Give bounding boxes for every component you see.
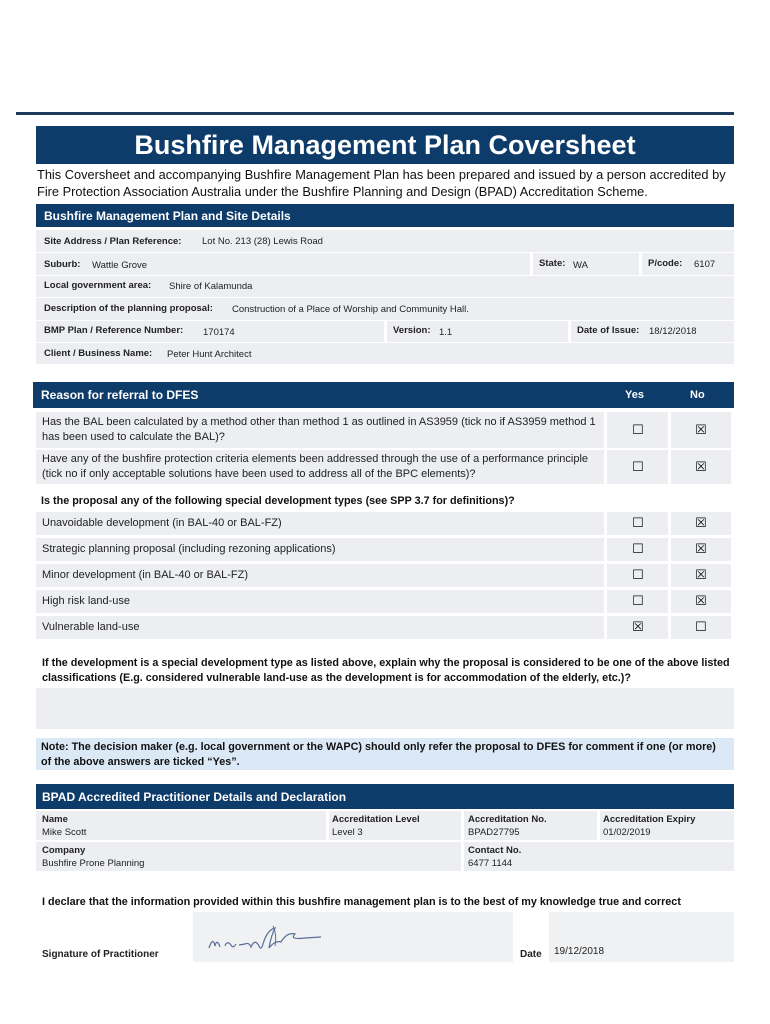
header-rule xyxy=(16,112,734,115)
list-item xyxy=(36,616,604,639)
list-item-no-checkbox[interactable]: ☐ xyxy=(695,619,707,634)
list-item-yes-cell xyxy=(607,590,668,613)
list-item-yes-cell xyxy=(607,564,668,587)
pcode-label: P/code: xyxy=(648,258,683,269)
description-label: Description of the planning proposal: xyxy=(44,303,213,314)
suburb-cell xyxy=(36,253,530,275)
declaration-text: I declare that the information provided within this bushfire management plan is to the best of my knowledge true and correct xyxy=(42,896,681,908)
version-label: Version: xyxy=(393,325,431,336)
state-cell xyxy=(533,253,639,275)
list-item-yes-checkbox[interactable]: ☐ xyxy=(632,567,644,582)
list-item-label: Vulnerable land-use xyxy=(42,621,140,633)
q1-text: Has the BAL been calculated by a method other than method 1 as outlined in AS3959 (tick no if AS3959 method 1 has been used to calculate the BAL)? xyxy=(42,416,596,443)
description-value: Construction of a Place of Worship and Community Hall. xyxy=(232,304,469,315)
list-item-label: Unavoidable development (in BAL-40 or BAL-FZ) xyxy=(42,517,282,529)
list-item xyxy=(36,512,604,535)
name-value: Mike Scott xyxy=(42,827,87,838)
pcode-cell xyxy=(642,253,734,275)
bmp-value: 170174 xyxy=(203,327,235,338)
issue-cell xyxy=(571,321,734,342)
signature-box[interactable] xyxy=(193,912,513,962)
pcode-value: 6107 xyxy=(694,259,716,270)
no-column-header: No xyxy=(690,389,705,401)
bmp-label: BMP Plan / Reference Number: xyxy=(44,325,184,336)
q2-yes-cell xyxy=(607,450,668,484)
company-value: Bushfire Prone Planning xyxy=(42,858,145,869)
list-item xyxy=(36,590,604,613)
list-item-label: Minor development (in BAL-40 or BAL-FZ) xyxy=(42,569,249,581)
client-value: Peter Hunt Architect xyxy=(167,349,252,360)
list-item-yes-checkbox[interactable]: ☐ xyxy=(632,541,644,556)
q1-cell xyxy=(36,412,604,448)
list-item-no-cell xyxy=(671,512,731,535)
level-cell xyxy=(329,811,461,840)
list-item-yes-checkbox[interactable]: ☐ xyxy=(632,593,644,608)
suburb-label: Suburb: xyxy=(44,259,81,270)
list-item-yes-checkbox[interactable]: ☒ xyxy=(632,619,644,634)
list-item-yes-cell xyxy=(607,616,668,639)
q2-cell xyxy=(36,450,604,484)
special-development-question: Is the proposal any of the following special development types (see SPP 3.7 for definitions)? xyxy=(41,495,515,507)
version-value: 1.1 xyxy=(439,327,453,338)
expiry-label: Accreditation Expiry xyxy=(603,814,696,825)
list-item-yes-checkbox[interactable]: ☐ xyxy=(632,515,644,530)
contact-label: Contact No. xyxy=(468,845,522,856)
referral-note: Note: The decision maker (e.g. local government or the WAPC) should only refer the proposal to DFES for comment if one (or more) of the above answers are ticked “Yes”. xyxy=(36,738,734,770)
signature-image xyxy=(205,918,325,958)
list-item-no-checkbox[interactable]: ☒ xyxy=(695,593,707,608)
description-row xyxy=(36,298,734,320)
level-label: Accreditation Level xyxy=(332,814,420,825)
client-label: Client / Business Name: xyxy=(44,348,153,359)
suburb-value: Wattle Grove xyxy=(92,260,148,271)
referral-heading-bar xyxy=(33,382,734,408)
q2-text: Have any of the bushfire protection criteria elements been addressed through the use of a performance principle (tick no if only acceptable solutions have been used to address all of the BPC elements)? xyxy=(42,453,589,480)
state-value: WA xyxy=(573,260,588,271)
signature-label: Signature of Practitioner xyxy=(42,949,159,960)
lga-row xyxy=(36,276,734,297)
bmp-cell xyxy=(36,321,384,342)
q1-no-cell xyxy=(671,412,731,448)
list-item-label: High risk land-use xyxy=(42,595,131,607)
expiry-cell xyxy=(600,811,734,840)
list-item-no-cell xyxy=(671,590,731,613)
address-value: Lot No. 213 (28) Lewis Road xyxy=(202,236,323,247)
list-item xyxy=(36,538,604,561)
bpad-heading: BPAD Accredited Practitioner Details and Declaration xyxy=(36,784,734,809)
q2-no-cell xyxy=(671,450,731,484)
date-box[interactable] xyxy=(549,912,734,962)
q1-yes-checkbox[interactable]: ☐ xyxy=(632,422,644,437)
site-details-heading: Bushfire Management Plan and Site Details xyxy=(36,204,734,227)
explanation-input[interactable] xyxy=(36,688,734,729)
name-label: Name xyxy=(42,814,68,825)
list-item-yes-cell xyxy=(607,512,668,535)
yes-column-header: Yes xyxy=(625,389,644,401)
list-item-no-checkbox[interactable]: ☒ xyxy=(695,567,707,582)
q1-no-checkbox[interactable]: ☒ xyxy=(695,422,707,437)
state-label: State: xyxy=(539,258,566,269)
address-row xyxy=(36,230,734,252)
contact-cell xyxy=(464,842,734,871)
issue-value: 18/12/2018 xyxy=(649,326,697,337)
date-label: Date xyxy=(520,949,542,960)
address-label: Site Address / Plan Reference: xyxy=(44,236,182,247)
client-row xyxy=(36,343,734,364)
list-item xyxy=(36,564,604,587)
accno-label: Accreditation No. xyxy=(468,814,547,825)
explanation-question: If the development is a special development type as listed above, explain why the proposal is considered to be one of the above listed classifications (E.g. considered vulnerable land-use as the development is for accommodation of the elderly, etc.)? xyxy=(42,657,730,684)
list-item-no-checkbox[interactable]: ☒ xyxy=(695,541,707,556)
special-development-list xyxy=(36,512,731,640)
list-item-label: Strategic planning proposal (including rezoning applications) xyxy=(42,543,336,555)
expiry-value: 01/02/2019 xyxy=(603,827,651,838)
lga-label: Local government area: xyxy=(44,280,152,291)
date-value: 19/12/2018 xyxy=(554,946,605,957)
list-item-yes-cell xyxy=(607,538,668,561)
q1-yes-cell xyxy=(607,412,668,448)
page-title: Bushfire Management Plan Coversheet xyxy=(36,126,734,164)
q2-yes-checkbox[interactable]: ☐ xyxy=(632,459,644,474)
company-label: Company xyxy=(42,845,86,856)
level-value: Level 3 xyxy=(332,827,363,838)
accno-cell xyxy=(464,811,597,840)
issue-label: Date of Issue: xyxy=(577,325,640,336)
list-item-no-cell xyxy=(671,538,731,561)
accno-value: BPAD27795 xyxy=(468,827,520,838)
list-item-no-checkbox[interactable]: ☒ xyxy=(695,515,707,530)
intro-text: This Coversheet and accompanying Bushfire Management Plan has been prepared and issued by a person accredited by Fire Protection Association Australia under the Bushfire Planning and Design (BPAD) Accreditation Scheme. xyxy=(37,167,726,199)
contact-value: 6477 1144 xyxy=(468,858,513,869)
q2-no-checkbox[interactable]: ☒ xyxy=(695,459,707,474)
company-cell xyxy=(36,842,461,871)
list-item-no-cell xyxy=(671,564,731,587)
lga-value: Shire of Kalamunda xyxy=(169,281,253,292)
referral-heading: Reason for referral to DFES xyxy=(41,388,199,402)
list-item-no-cell xyxy=(671,616,731,639)
version-cell xyxy=(387,321,568,342)
name-cell xyxy=(36,811,326,840)
